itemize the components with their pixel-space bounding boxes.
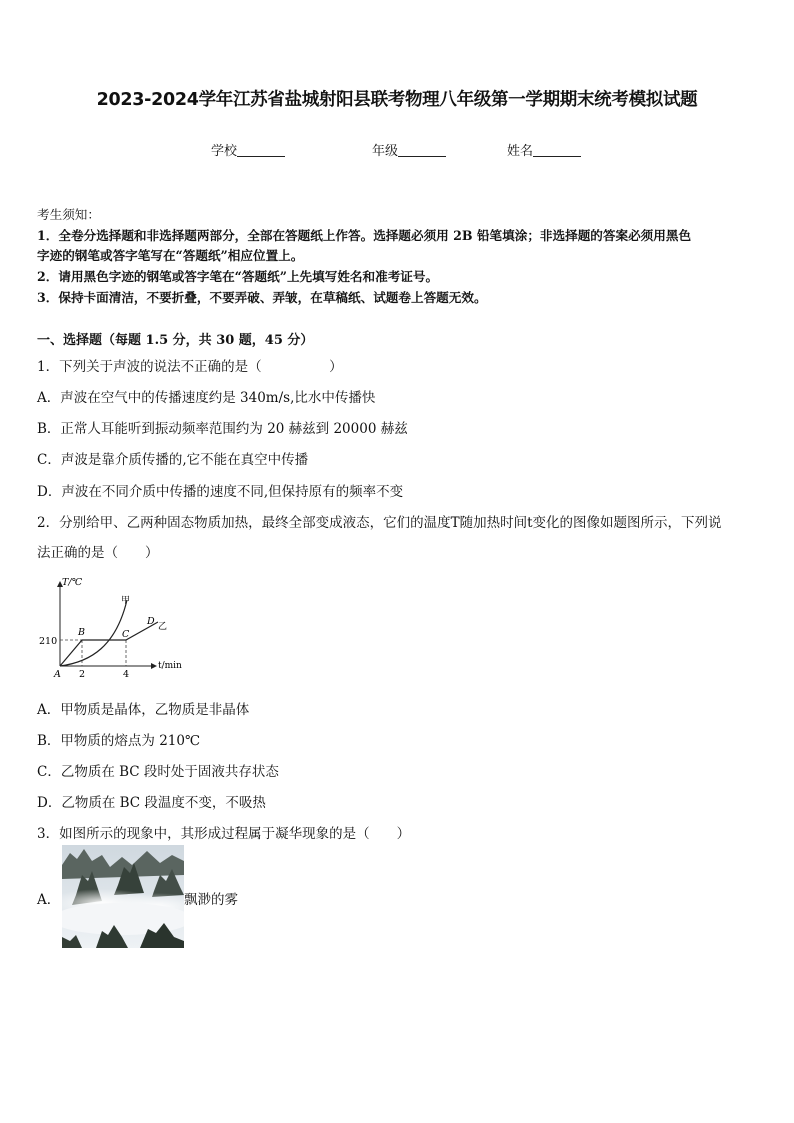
notice-item-2: 2．请用黑色字迹的钢笔或答字笔在“答题纸”上先填写姓名和准考证号。	[37, 269, 439, 284]
point-c-label: C	[122, 629, 130, 640]
section-heading: 一、选择题（每题 1.5 分，共 30 题，45 分）	[37, 333, 314, 348]
misty-mountain-photo	[62, 845, 184, 948]
question-1-stem: 1．下列关于声波的说法不正确的是（ ）	[37, 359, 343, 375]
notice-item-1-line-2: 字迹的钢笔或答字笔写在“答题纸”相应位置上。	[37, 248, 304, 263]
question-3-option-a-caption: 飘渺的雾	[184, 892, 238, 908]
question-2-stem-line-1: 2．分别给甲、乙两种固态物质加热，最终全部变成液态，它们的温度T随加热时间t变化的图像如题图所示，下列说	[37, 515, 722, 531]
grade-label: 年级	[372, 144, 399, 159]
point-a-label: A	[54, 669, 61, 678]
question-3-stem: 3．如图所示的现象中，其形成过程属于凝华现象的是（ ）	[37, 826, 411, 842]
name-field	[507, 140, 581, 159]
grade-blank	[398, 143, 446, 157]
fog-mountains-illustration	[62, 845, 184, 948]
question-2-option-b: B．甲物质的熔点为 210℃	[37, 733, 201, 749]
notice-heading: 考生须知：	[37, 207, 100, 222]
x-tick-2: 2	[79, 669, 86, 678]
question-2-option-a: A．甲物质是晶体，乙物质是非晶体	[37, 702, 250, 718]
grade-field	[372, 140, 446, 159]
curve-yi-label: 乙	[158, 622, 168, 632]
page-title: 2023-2024学年江苏省盐城射阳县联考物理八年级第一学期期末统考模拟试题	[96, 90, 698, 110]
question-1-option-d: D．声波在不同介质中传播的速度不同,但保持原有的频率不变	[37, 484, 404, 500]
question-3-option-a-label: A．	[37, 892, 61, 908]
question-2-stem-line-2: 法正确的是（ ）	[37, 545, 159, 561]
question-2-option-d: D．乙物质在 BC 段温度不变，不吸热	[37, 795, 266, 811]
y-axis-label: T/℃	[62, 577, 83, 588]
point-d-label: D	[147, 616, 155, 627]
name-label: 姓名	[507, 144, 534, 159]
curve-jia-label: 甲	[121, 596, 131, 606]
question-2-option-c: C．乙物质在 BC 段时处于固液共存状态	[37, 764, 279, 780]
point-b-label: B	[78, 627, 85, 638]
notice-item-3: 3．保持卡面清洁，不要折叠，不要弄破、弄皱，在草稿纸、试题卷上答题无效。	[37, 290, 487, 305]
x-axis-label: t/min	[158, 661, 182, 671]
x-tick-4: 4	[123, 669, 130, 678]
name-blank	[533, 143, 581, 157]
question-1-option-a: A．声波在空气中的传播速度约是 340m/s,比水中传播快	[37, 390, 376, 406]
school-label: 学校	[211, 144, 238, 159]
student-info-row	[0, 140, 794, 160]
school-blank	[237, 143, 285, 157]
notice-item-1-line-1: 1．全卷分选择题和非选择题两部分，全部在答题纸上作答。选择题必须用 2B 铅笔填涂；非选择题的答案必须用黑色	[37, 228, 692, 243]
curve-jia	[60, 600, 127, 666]
temperature-time-graph	[36, 576, 191, 678]
curve-yi	[60, 622, 158, 666]
question-1-option-b: B．正常人耳能听到振动频率范围约为 20 赫兹到 20000 赫兹	[37, 421, 408, 437]
y-tick-210: 210	[39, 636, 58, 647]
question-1-option-c: C．声波是靠介质传播的,它不能在真空中传播	[37, 452, 309, 468]
school-field	[211, 140, 285, 159]
